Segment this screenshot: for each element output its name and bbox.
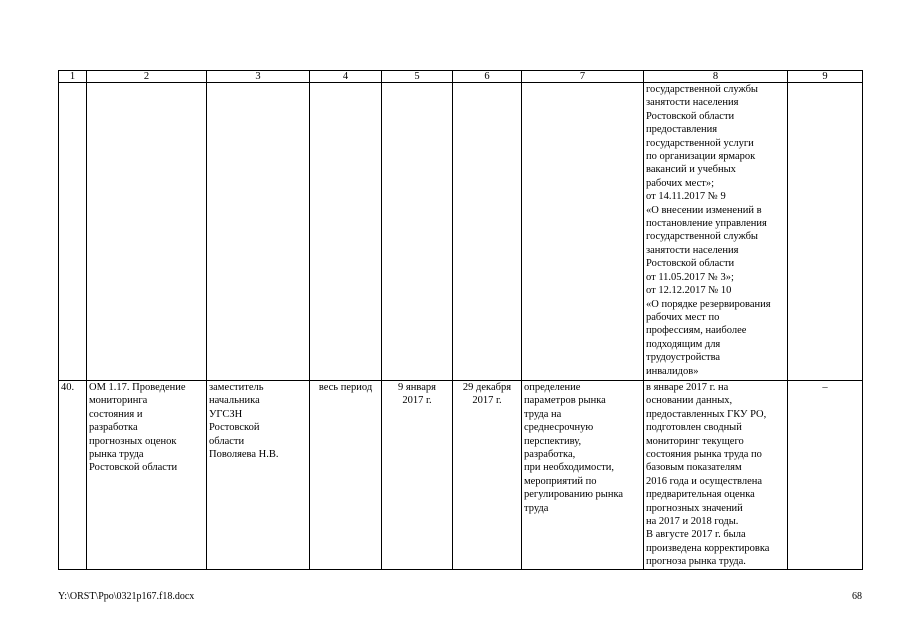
column-number: 8: [644, 71, 788, 83]
table-row-continuation: [59, 83, 863, 381]
column-number: 3: [207, 71, 310, 83]
column-number-row: [59, 71, 863, 83]
column-number: 9: [788, 71, 863, 83]
period-cell: весь период: [310, 381, 382, 570]
actual-result-cell: государственной службы занятости населения Ростовской области предоставления государственной услуги по организации ярмарок вакансий и учебных рабочих мест»; от 14.11.2017 № 9 «О внесении изменений в постановление управления государственной службы занятости населения Ростовской области от 11.05.2017 № 3»; от 12.12.2017 № 10 «О порядке резервирования рабочих мест по профессиям, наиболее подходящим для трудоустройства инвалидов»: [644, 83, 788, 381]
actual-result-cell: в январе 2017 г. на основании данных, предоставленных ГКУ РО, подготовлен сводный мониторинг текущего состояния рынка труда по базовым показателям 2016 года и осуществлена предварительная оценка прогнозных значений на 2017 и 2018 годы. В августе 2017 г. была произведена корректировка прогноза рынка труда.: [644, 381, 788, 570]
start-date-cell: 9 января 2017 г.: [382, 381, 453, 570]
column-number: 4: [310, 71, 382, 83]
column-number: 7: [522, 71, 644, 83]
table-row-40: [59, 381, 863, 570]
report-table: [58, 70, 863, 570]
end-date-cell: 29 декабря 2017 г.: [453, 381, 522, 570]
column-number: 2: [87, 71, 207, 83]
measure-cell: ОМ 1.17. Проведение мониторинга состояния и разработка прогнозных оценок рынка труда Ростовской области: [87, 381, 207, 570]
row-number-cell: 40.: [59, 381, 87, 570]
responsible-cell: заместитель начальника УГСЗН Ростовской области Поволяева Н.В.: [207, 381, 310, 570]
footer-file-path: Y:\ORST\Ppo\0321p167.f18.docx: [58, 591, 195, 602]
page-number: 68: [852, 591, 862, 602]
column-number: 5: [382, 71, 453, 83]
column-number: 1: [59, 71, 87, 83]
column-number: 6: [453, 71, 522, 83]
note-cell: –: [788, 381, 863, 570]
expected-result-cell: определение параметров рынка труда на среднесрочную перспективу, разработка, при необходимости, мероприятий по регулированию рынка труда: [522, 381, 644, 570]
